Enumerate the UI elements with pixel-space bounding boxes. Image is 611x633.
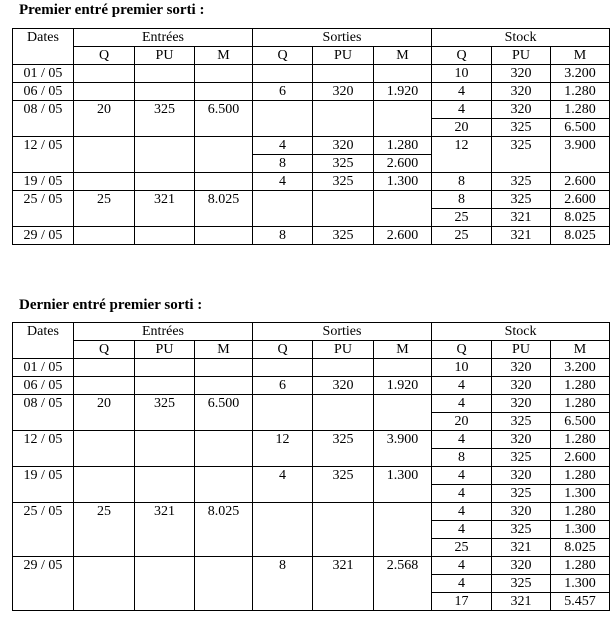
stock-pu-value: 320 (510, 558, 532, 573)
date-cell: 06 / 05 (13, 83, 74, 101)
stock-pu-cell (492, 227, 551, 245)
entrees-pu-cell (135, 467, 195, 503)
stock-q-cell (432, 65, 492, 83)
stock-pu-cell (492, 377, 551, 395)
lifo-table (12, 322, 610, 611)
sorties-m-value: 1.300 (386, 468, 419, 483)
stock-pu-value: 320 (510, 84, 532, 99)
stock-header: Stock (432, 29, 610, 47)
date-cell: 06 / 05 (13, 377, 74, 395)
sorties-pu-value: 320 (332, 84, 354, 99)
stock-m-value: 2.600 (564, 192, 596, 207)
entrees-pu-value: 321 (154, 504, 175, 519)
entrees-m-cell (195, 137, 253, 173)
sorties-pu-cell (313, 431, 374, 467)
stock-m-value: 1.280 (564, 558, 596, 573)
sorties-q-value: 6 (279, 378, 286, 393)
sorties-q-cell (253, 227, 313, 245)
entrees-pu-cell (135, 101, 195, 137)
entrees-pu-header: PU (135, 47, 195, 65)
stock-pu-cell (492, 65, 551, 83)
sorties-pu-cell (313, 137, 374, 173)
entrees-m-value: 6.500 (207, 102, 240, 117)
entrees-q-cell (74, 377, 135, 395)
stock-q-cell (432, 137, 492, 173)
sorties-pu-value: 321 (332, 558, 354, 573)
fifo-table (12, 28, 610, 245)
entrees-pu-cell (135, 137, 195, 173)
stock-m-cell (551, 65, 610, 83)
stock-m-value: 3.200 (564, 360, 596, 375)
lifo-title: Dernier entré premier sorti : (19, 297, 203, 313)
stock-q-value: 8 (458, 192, 465, 207)
entrees-m-value: 8.025 (207, 504, 240, 519)
sorties-m-header: M (374, 341, 432, 359)
stock-m-cell (551, 557, 610, 611)
stock-q-value: 4 (432, 574, 491, 592)
entrees-m-cell (195, 227, 253, 245)
stock-q-value: 4 (458, 558, 465, 573)
date-cell: 19 / 05 (13, 467, 74, 503)
stock-m-header: M (551, 341, 610, 359)
ledger-row (13, 431, 610, 467)
stock-q-cell (432, 359, 492, 377)
sorties-q-cell (253, 65, 313, 83)
ledger-row (13, 557, 610, 611)
sorties-pu-value: 325 (332, 468, 354, 483)
fifo-title: Premier entré premier sorti : (19, 2, 205, 18)
stock-m-value: 1.280 (564, 432, 596, 447)
sorties-m-cell (374, 191, 432, 227)
sorties-q-value: 6 (279, 84, 286, 99)
sorties-q-value: 12 (275, 432, 290, 447)
sorties-m-cell (374, 467, 432, 503)
sorties-q-value: 8 (253, 154, 312, 172)
entrees-q-header: Q (74, 341, 135, 359)
stock-m-cell (551, 377, 610, 395)
entrees-pu-cell (135, 191, 195, 227)
entrees-pu-cell (135, 359, 195, 377)
stock-q-cell (432, 395, 492, 431)
stock-pu-value: 321 (492, 208, 550, 226)
entrees-m-value: 8.025 (207, 192, 240, 207)
sorties-m-cell (374, 395, 432, 431)
ledger-row (13, 137, 610, 173)
stock-pu-cell (492, 101, 551, 137)
entrees-m-cell (195, 431, 253, 467)
sorties-pu-value: 325 (332, 432, 354, 447)
stock-m-header: M (551, 47, 610, 65)
stock-pu-value: 320 (510, 504, 532, 519)
stock-q-value: 10 (454, 66, 469, 81)
stock-pu-value: 325 (492, 574, 550, 592)
entrees-pu-cell (135, 65, 195, 83)
date-cell: 01 / 05 (13, 359, 74, 377)
stock-pu-cell (492, 395, 551, 431)
dates-header: Dates (13, 29, 74, 65)
stock-pu-value: 325 (510, 138, 532, 153)
dates-header: Dates (13, 323, 74, 359)
entrees-pu-cell (135, 377, 195, 395)
entrees-pu-cell (135, 395, 195, 431)
sorties-q-cell (253, 101, 313, 137)
stock-pu-cell (492, 503, 551, 557)
stock-pu-value: 325 (510, 192, 532, 207)
stock-q-value: 4 (432, 520, 491, 538)
stock-q-value: 4 (458, 468, 465, 483)
ledger-row (13, 65, 610, 83)
entrees-pu-cell (135, 431, 195, 467)
stock-m-value: 1.300 (551, 520, 609, 538)
stock-pu-value: 321 (492, 538, 550, 556)
sorties-q-cell (253, 359, 313, 377)
sorties-m-cell (374, 101, 432, 137)
sorties-m-cell (374, 83, 432, 101)
stock-pu-value: 325 (492, 484, 550, 502)
sorties-m-value: 1.920 (386, 84, 419, 99)
sorties-m-value: 2.600 (386, 228, 419, 243)
stock-q-value: 4 (432, 484, 491, 502)
sorties-q-value: 8 (279, 228, 286, 243)
entrees-q-value: 20 (97, 102, 111, 117)
sorties-m-value: 3.900 (386, 432, 419, 447)
stock-pu-value: 321 (492, 592, 550, 610)
sorties-q-cell (253, 431, 313, 467)
stock-m-value: 3.900 (564, 138, 596, 153)
sorties-q-cell (253, 557, 313, 611)
sorties-q-cell (253, 191, 313, 227)
stock-q-value: 25 (432, 538, 491, 556)
stock-q-value: 25 (432, 208, 491, 226)
stock-m-value: 2.600 (551, 448, 609, 466)
sorties-pu-cell (313, 101, 374, 137)
stock-pu-value: 320 (510, 102, 532, 117)
entrees-m-header: M (195, 341, 253, 359)
stock-pu-value: 325 (492, 412, 550, 430)
stock-q-value: 4 (458, 504, 465, 519)
date-cell: 08 / 05 (13, 395, 74, 431)
entrees-pu-value: 325 (154, 102, 175, 117)
stock-pu-cell (492, 137, 551, 173)
sorties-pu-header: PU (313, 47, 374, 65)
stock-q-value: 8 (458, 174, 465, 189)
sorties-q-cell (253, 173, 313, 191)
stock-pu-cell (492, 359, 551, 377)
date-cell: 08 / 05 (13, 101, 74, 137)
entrees-m-cell (195, 173, 253, 191)
stock-pu-cell (492, 83, 551, 101)
entrees-q-cell (74, 395, 135, 431)
stock-q-cell (432, 557, 492, 611)
sorties-pu-cell (313, 377, 374, 395)
entrees-header: Entrées (74, 323, 253, 341)
stock-pu-value: 320 (510, 378, 532, 393)
sorties-m-cell (374, 557, 432, 611)
sorties-m-cell (374, 431, 432, 467)
entrees-pu-cell (135, 557, 195, 611)
stock-m-cell (551, 467, 610, 503)
stock-q-value: 25 (454, 228, 469, 243)
sorties-pu-header: PU (313, 341, 374, 359)
entrees-m-header: M (195, 47, 253, 65)
sorties-q-value: 4 (279, 174, 286, 189)
entrees-q-cell (74, 65, 135, 83)
sorties-m-cell (374, 65, 432, 83)
date-cell: 25 / 05 (13, 191, 74, 227)
stock-m-value: 1.280 (564, 102, 596, 117)
stock-q-value: 4 (458, 84, 465, 99)
entrees-q-header: Q (74, 47, 135, 65)
ledger-row (13, 173, 610, 191)
stock-q-value: 17 (432, 592, 491, 610)
stock-m-value: 6.500 (551, 118, 609, 136)
stock-pu-value: 325 (510, 174, 532, 189)
sorties-m-cell (374, 137, 432, 173)
sorties-q-cell (253, 377, 313, 395)
stock-q-cell (432, 191, 492, 227)
entrees-m-cell (195, 101, 253, 137)
stock-pu-value: 320 (510, 432, 532, 447)
date-cell: 12 / 05 (13, 431, 74, 467)
sorties-m-header: M (374, 47, 432, 65)
date-cell: 29 / 05 (13, 227, 74, 245)
sorties-m-value: 1.920 (386, 378, 419, 393)
sorties-q-value: 4 (279, 138, 286, 153)
stock-m-cell (551, 191, 610, 227)
entrees-pu-cell (135, 83, 195, 101)
stock-pu-header: PU (492, 47, 551, 65)
stock-pu-cell (492, 431, 551, 467)
stock-pu-value: 320 (510, 396, 532, 411)
stock-m-value: 8.025 (564, 228, 596, 243)
entrees-m-value: 6.500 (207, 396, 240, 411)
stock-pu-value: 325 (492, 520, 550, 538)
stock-q-cell (432, 101, 492, 137)
entrees-q-cell (74, 227, 135, 245)
entrees-m-cell (195, 83, 253, 101)
sorties-pu-cell (313, 83, 374, 101)
sorties-pu-cell (313, 395, 374, 431)
stock-q-header: Q (432, 47, 492, 65)
stock-m-cell (551, 137, 610, 173)
stock-header: Stock (432, 323, 610, 341)
stock-m-value: 3.200 (564, 66, 596, 81)
ledger-row (13, 467, 610, 503)
stock-q-value: 10 (454, 360, 469, 375)
entrees-header: Entrées (74, 29, 253, 47)
ledger-row (13, 395, 610, 431)
stock-pu-header: PU (492, 341, 551, 359)
sorties-m-value: 1.280 (386, 138, 419, 153)
stock-q-cell (432, 431, 492, 467)
stock-m-cell (551, 173, 610, 191)
stock-m-value: 2.600 (564, 174, 596, 189)
entrees-m-cell (195, 467, 253, 503)
stock-q-value: 12 (454, 138, 469, 153)
stock-pu-value: 325 (492, 118, 550, 136)
entrees-q-cell (74, 137, 135, 173)
entrees-q-cell (74, 431, 135, 467)
stock-pu-cell (492, 557, 551, 611)
sorties-pu-cell (313, 467, 374, 503)
entrees-q-cell (74, 101, 135, 137)
stock-pu-cell (492, 173, 551, 191)
sorties-q-header: Q (253, 341, 313, 359)
ledger-row (13, 227, 610, 245)
stock-m-value: 1.280 (564, 84, 596, 99)
sorties-pu-value: 320 (332, 378, 354, 393)
sorties-q-cell (253, 137, 313, 173)
entrees-q-cell (74, 557, 135, 611)
sorties-pu-cell (313, 65, 374, 83)
entrees-q-cell (74, 191, 135, 227)
stock-m-cell (551, 503, 610, 557)
stock-pu-value: 325 (492, 448, 550, 466)
entrees-m-cell (195, 557, 253, 611)
entrees-q-value: 20 (97, 396, 111, 411)
sorties-pu-cell (313, 191, 374, 227)
entrees-m-cell (195, 65, 253, 83)
stock-m-value: 1.280 (564, 396, 596, 411)
sorties-q-value: 4 (279, 468, 286, 483)
stock-m-cell (551, 101, 610, 137)
stock-m-cell (551, 395, 610, 431)
stock-q-cell (432, 503, 492, 557)
stock-pu-value: 320 (510, 360, 532, 375)
entrees-q-value: 25 (97, 504, 111, 519)
entrees-q-cell (74, 173, 135, 191)
ledger-row (13, 101, 610, 137)
entrees-q-cell (74, 467, 135, 503)
sorties-q-header: Q (253, 47, 313, 65)
sorties-m-cell (374, 227, 432, 245)
ledger-row (13, 359, 610, 377)
stock-q-cell (432, 467, 492, 503)
ledger-row (13, 83, 610, 101)
entrees-q-cell (74, 83, 135, 101)
entrees-pu-header: PU (135, 341, 195, 359)
stock-m-value: 8.025 (551, 538, 609, 556)
entrees-pu-cell (135, 503, 195, 557)
entrees-pu-cell (135, 173, 195, 191)
sorties-pu-cell (313, 359, 374, 377)
sorties-m-value: 2.568 (386, 558, 419, 573)
sorties-header: Sorties (253, 29, 432, 47)
stock-m-value: 1.280 (564, 504, 596, 519)
date-cell: 01 / 05 (13, 65, 74, 83)
sorties-m-cell (374, 359, 432, 377)
sorties-m-cell (374, 173, 432, 191)
sorties-m-cell (374, 377, 432, 395)
stock-m-cell (551, 359, 610, 377)
stock-q-cell (432, 227, 492, 245)
stock-q-value: 20 (432, 118, 491, 136)
entrees-pu-cell (135, 227, 195, 245)
sorties-m-value: 2.600 (374, 154, 431, 172)
stock-pu-cell (492, 467, 551, 503)
entrees-q-cell (74, 359, 135, 377)
date-cell: 29 / 05 (13, 557, 74, 611)
entrees-m-cell (195, 377, 253, 395)
sorties-q-cell (253, 503, 313, 557)
sorties-pu-cell (313, 173, 374, 191)
sorties-q-cell (253, 83, 313, 101)
entrees-m-cell (195, 395, 253, 431)
stock-m-cell (551, 83, 610, 101)
sorties-q-cell (253, 467, 313, 503)
sorties-header: Sorties (253, 323, 432, 341)
stock-q-value: 4 (458, 102, 465, 117)
date-cell: 25 / 05 (13, 503, 74, 557)
stock-q-value: 8 (432, 448, 491, 466)
entrees-m-cell (195, 191, 253, 227)
stock-m-value: 1.300 (551, 484, 609, 502)
date-cell: 12 / 05 (13, 137, 74, 173)
stock-pu-cell (492, 191, 551, 227)
stock-q-cell (432, 173, 492, 191)
stock-q-value: 4 (458, 378, 465, 393)
stock-m-value: 1.280 (564, 468, 596, 483)
stock-q-value: 4 (458, 432, 465, 447)
stock-m-value: 8.025 (551, 208, 609, 226)
sorties-m-cell (374, 503, 432, 557)
entrees-pu-value: 321 (154, 192, 175, 207)
sorties-q-value: 8 (279, 558, 286, 573)
sorties-pu-cell (313, 557, 374, 611)
sorties-q-cell (253, 395, 313, 431)
stock-m-value: 1.280 (564, 378, 596, 393)
sorties-pu-value: 325 (332, 228, 354, 243)
stock-m-value: 6.500 (551, 412, 609, 430)
sorties-pu-value: 325 (332, 174, 354, 189)
stock-q-value: 4 (458, 396, 465, 411)
ledger-row (13, 191, 610, 227)
stock-q-cell (432, 83, 492, 101)
ledger-row (13, 503, 610, 557)
date-cell: 19 / 05 (13, 173, 74, 191)
stock-m-value: 5.457 (551, 592, 609, 610)
entrees-m-cell (195, 359, 253, 377)
sorties-m-value: 1.300 (386, 174, 419, 189)
stock-pu-value: 321 (510, 228, 532, 243)
stock-pu-value: 320 (510, 66, 532, 81)
stock-pu-value: 320 (510, 468, 532, 483)
sorties-pu-value: 325 (313, 154, 373, 172)
stock-m-cell (551, 431, 610, 467)
stock-q-cell (432, 377, 492, 395)
sorties-pu-value: 320 (332, 138, 354, 153)
entrees-m-cell (195, 503, 253, 557)
entrees-pu-value: 325 (154, 396, 175, 411)
stock-m-value: 1.300 (551, 574, 609, 592)
ledger-row (13, 377, 610, 395)
stock-q-value: 20 (432, 412, 491, 430)
entrees-q-cell (74, 503, 135, 557)
sorties-pu-cell (313, 503, 374, 557)
sorties-pu-cell (313, 227, 374, 245)
stock-q-header: Q (432, 341, 492, 359)
stock-m-cell (551, 227, 610, 245)
entrees-q-value: 25 (97, 192, 111, 207)
